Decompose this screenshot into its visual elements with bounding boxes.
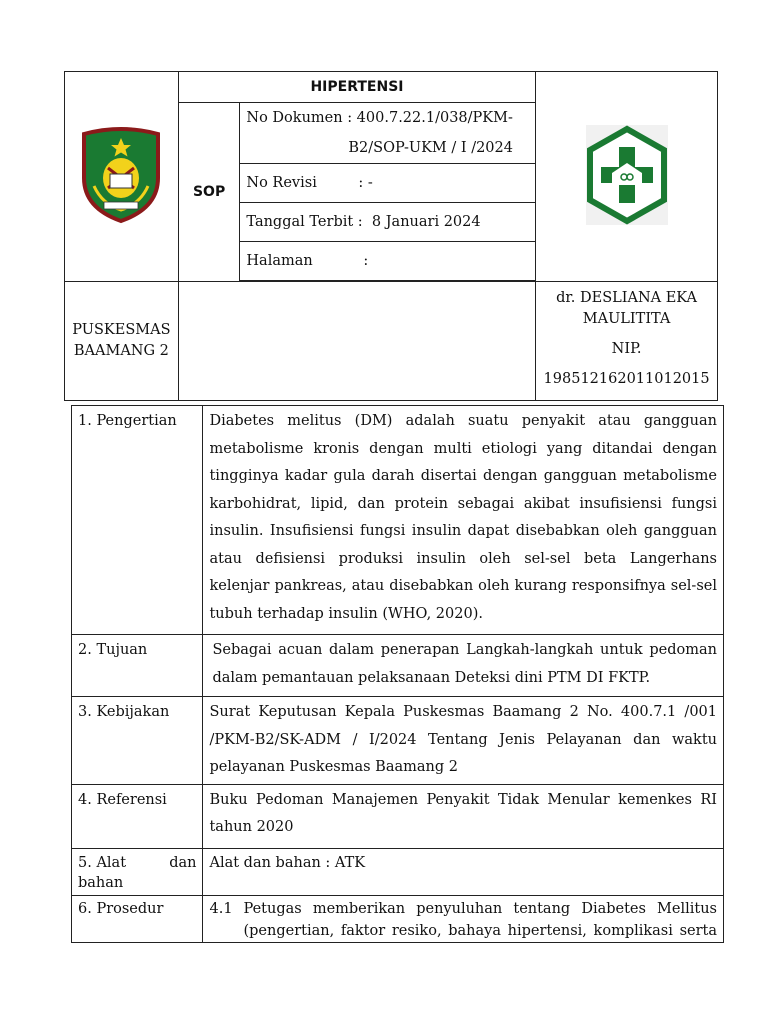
nip-label: NIP. (611, 341, 642, 357)
sop-header-table (64, 71, 718, 401)
puskesmas-cross-icon (586, 125, 668, 225)
tujuan-label: 2. Tujuan (72, 635, 203, 697)
nip-value: 198512162011012015 (543, 371, 710, 387)
alat-label-word: 5. Alat (78, 854, 127, 871)
puskesmas-line-1: PUSKESMAS (72, 322, 171, 338)
right-logo-cell (536, 72, 718, 282)
alat-label (72, 848, 203, 895)
alat-label-row (78, 853, 196, 873)
prosedur-step-line-1: Petugas memberikan penyuluhan tentang Diabetes Mellitus (243, 900, 717, 917)
prosedur-label: 6. Prosedur (72, 895, 203, 942)
prosedur-step-number: 4.1 (209, 900, 233, 917)
left-logo-cell (65, 72, 179, 282)
pengertian-label: 1. Pengertian (72, 406, 203, 635)
puskesmas-line-2: BAAMANG 2 (73, 343, 169, 359)
no-dokumen-continuation: B2/SOP-UKM / I /2024 (348, 140, 513, 156)
puskesmas-name-cell (65, 282, 179, 401)
referensi-label: 4. Referensi (72, 784, 203, 848)
tanggal-terbit: Tanggal Terbit : 8 Januari 2024 (240, 203, 536, 242)
alat-label-bahan: bahan (78, 874, 124, 891)
signature-cell (536, 282, 718, 401)
sop-label: SOP (178, 103, 240, 282)
kebijakan-label: 3. Kebijakan (72, 697, 203, 785)
alat-text: Alat dan bahan : ATK (203, 848, 724, 895)
no-revisi: No Revisi : - (240, 164, 536, 203)
alat-label-dan: dan (169, 854, 197, 871)
document-title: HIPERTENSI (178, 72, 535, 103)
regency-coat-of-arms-icon (80, 126, 162, 224)
prosedur-cell (203, 895, 724, 942)
referensi-text: Buku Pedoman Manajemen Penyakit Tidak Menular kemenkes RI tahun 2020 (203, 784, 724, 848)
blank-cell (178, 282, 535, 401)
prosedur-step-line-2: (pengertian, faktor resiko, bahaya hipertensi, komplikasi serta (243, 922, 717, 939)
halaman: Halaman : (240, 242, 536, 281)
signer-name-line-2: MAULITITA (582, 311, 671, 327)
kebijakan-text: Surat Keputusan Kepala Puskesmas Baamang 2 No. 400.7.1 /001 /PKM-B2/SK-ADM / I/2024 Tentang Jenis Pelayanan dan waktu pelayanan Puskesmas Baamang 2 (203, 697, 724, 785)
signer-name-line-1: dr. DESLIANA EKA (556, 290, 698, 306)
no-dokumen-cell (240, 103, 536, 164)
prosedur-step-4-1 (209, 898, 717, 920)
tujuan-text: Sebagai acuan dalam penerapan Langkah-langkah untuk pedoman dalam pemantauan pelaksanaan Deteksi dini PTM DI FKTP. (203, 635, 724, 697)
no-dokumen-label: No Dokumen : 400.7.22.1/038/PKM- (246, 110, 513, 126)
sop-content-table (71, 405, 724, 943)
pengertian-text: Diabetes melitus (DM) adalah suatu penyakit atau gangguan metabolisme kronis dengan multi etiologi yang ditandai dengan tingginya kadar gula darah disertai dengan gangguan metabolisme karbohidrat, lipid, dan protein sebagai akibat insufisiensi fungsi insulin. Insufisiensi fungsi insulin dapat disebabkan oleh gangguan atau defisiensi produksi insulin oleh sel-sel beta Langerhans kelenjar pankreas, atau disebabkan oleh kurang responsifnya sel-sel tubuh terhadap insulin (WHO, 2020). (203, 406, 724, 635)
